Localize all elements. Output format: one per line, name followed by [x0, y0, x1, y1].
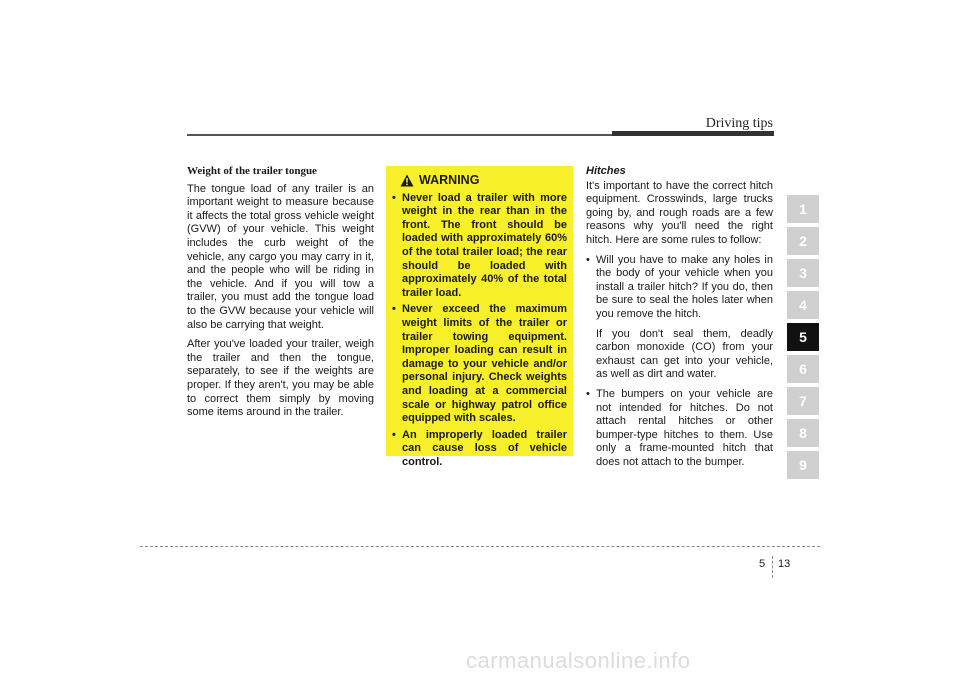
section-heading-hitches: Hitches: [586, 165, 626, 177]
footer-divider: [140, 546, 820, 547]
warning-box: [386, 166, 573, 468]
footer-chapter-number: 5: [759, 558, 766, 570]
chapter-tabs: [787, 195, 819, 483]
hitch-rules-list-2: [586, 388, 773, 470]
watermark: carmanualsonline.info: [466, 648, 691, 673]
header-title: Driving tips: [705, 116, 773, 131]
chapter-tab-4[interactable]: 4: [787, 291, 819, 319]
warning-title: WARNING: [419, 173, 480, 187]
list-item: • The bumpers on your vehicle are not intended for hitches. Do not attach rental hitches or other bumper-type hitches to them. Use only a frame-mounted hitch that does not attach to the bumper.: [586, 388, 773, 470]
chapter-tab-5[interactable]: 5: [787, 323, 819, 351]
chapter-tab-8[interactable]: 8: [787, 419, 819, 447]
warning-item: • Never load a trailer with more weight in the rear than in the front. The front should be loaded with approximately 60% of the total trailer load; the rear should be loaded with approximately 40% of the total trailer load.: [392, 192, 567, 301]
footer-separator: [772, 556, 773, 578]
chapter-tab-9[interactable]: 9: [787, 451, 819, 479]
footer-page-number: 13: [778, 558, 791, 570]
hitch-rules-list: [586, 254, 773, 322]
chapter-tab-7[interactable]: 7: [787, 387, 819, 415]
right-column: [586, 165, 773, 475]
left-column: [187, 165, 374, 426]
chapter-tab-3[interactable]: 3: [787, 259, 819, 287]
chapter-tab-1[interactable]: 1: [787, 195, 819, 223]
warning-item: • Never exceed the maximum weight limits of the trailer or trailer towing equipment. Improper loading can result in damage to your vehicle and/or personal injury. Check weights and loading at a commercial scale or highway patrol office equipped with scales.: [392, 303, 567, 425]
chapter-tab-6[interactable]: 6: [787, 355, 819, 383]
header-rule-accent: [612, 131, 774, 136]
paragraph: It's important to have the correct hitch equipment. Crosswinds, large trucks going by, and rough roads are a few reasons why you'll need the right hitch. Here are some rules to follow:: [586, 179, 773, 246]
warning-triangle-icon: [400, 174, 414, 187]
list-item-followup: If you don't seal them, deadly carbon monoxide (CO) from your exhaust can get into your vehicle, as well as dirt and water.: [596, 327, 773, 381]
paragraph: After you've loaded your trailer, weigh the trailer and then the tongue, separately, to see if the weights are proper. If they aren't, you may be able to correct them simply by moving some items around in the trailer.: [187, 338, 374, 419]
chapter-tab-2[interactable]: 2: [787, 227, 819, 255]
paragraph: The tongue load of any trailer is an important weight to measure because it affects the total gross vehicle weight (GVW) of your vehicle. This weight includes the curb weight of the vehicle, any cargo you may carry in it, and the people who will be riding in the vehicle. And if you will tow a trailer, you must add the tongue load to the GVW because your vehicle will also be carrying that weight.: [187, 182, 374, 331]
list-item: • Will you have to make any holes in the body of your vehicle when you install a trailer hitch? If you do, then be sure to seal the holes later when you remove the hitch.: [586, 254, 773, 322]
warning-list: [392, 192, 567, 470]
warning-item: • An improperly loaded trailer can cause loss of vehicle control.: [392, 429, 567, 470]
section-heading-tongue-weight: Weight of the trailer tongue: [187, 165, 317, 177]
warning-title-row: [400, 174, 567, 188]
